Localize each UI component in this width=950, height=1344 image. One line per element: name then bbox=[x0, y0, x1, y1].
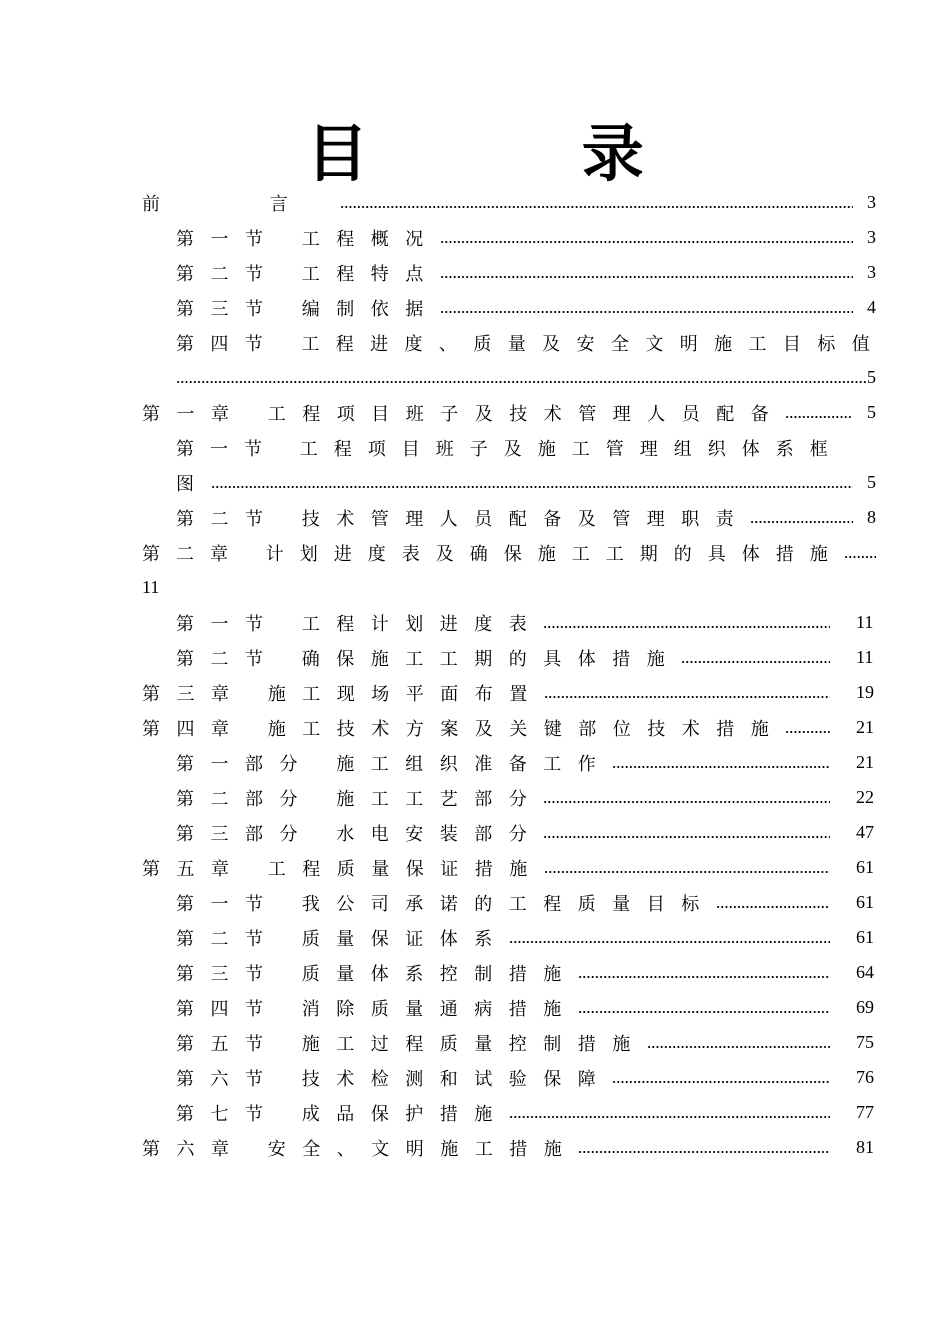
leader-dots bbox=[176, 381, 867, 383]
leader-dots bbox=[543, 836, 830, 838]
toc-entry-label: 第二节 技术管理人员配备及管理职责 bbox=[176, 508, 751, 530]
toc-entry-label: 第三章 施工现场平面布置 bbox=[142, 683, 544, 705]
toc-entry-page: 11 bbox=[856, 647, 874, 667]
leader-dots bbox=[612, 1081, 830, 1083]
toc-entry[interactable] bbox=[142, 990, 876, 1025]
toc-entry-label: 第六章 安全、文明施工措施 bbox=[142, 1138, 579, 1160]
leader-dots bbox=[543, 626, 830, 628]
toc-entry-page: 8 bbox=[867, 507, 876, 527]
table-of-contents bbox=[142, 185, 887, 1165]
toc-entry-label: 第三节 编制依据 bbox=[176, 298, 440, 320]
toc-entry-label: 第四章 施工技术方案及关键部位技术措施 bbox=[142, 718, 786, 740]
leader-dots bbox=[544, 871, 830, 873]
toc-entry-page: 11 bbox=[856, 612, 874, 632]
toc-entry[interactable] bbox=[142, 640, 876, 675]
toc-entry-page: 77 bbox=[856, 1102, 874, 1122]
toc-entry-label: 第五章 工程质量保证措施 bbox=[142, 858, 544, 880]
toc-entry[interactable] bbox=[142, 1130, 876, 1165]
leader-dots bbox=[750, 521, 853, 523]
toc-entry-label: 前 言 bbox=[142, 193, 340, 215]
toc-entry-label: 第六节 技术检测和试验保障 bbox=[176, 1068, 613, 1090]
leader-dots bbox=[578, 976, 830, 978]
leader-dots bbox=[509, 941, 830, 943]
toc-entry[interactable] bbox=[142, 500, 876, 535]
toc-entry-label: 第五节 施工过程质量控制措施 bbox=[176, 1033, 647, 1055]
toc-entry-page: 47 bbox=[856, 822, 874, 842]
toc-entry-page: 4 bbox=[867, 297, 876, 317]
toc-entry[interactable] bbox=[142, 185, 876, 220]
toc-entry-label: 第二节 确保施工工期的具体措施 bbox=[176, 648, 682, 670]
toc-entry-page: 5 bbox=[867, 472, 876, 492]
toc-entry[interactable] bbox=[142, 920, 876, 955]
leader-dots bbox=[716, 906, 830, 908]
leader-dots bbox=[440, 276, 853, 278]
toc-entry-label: 第二章 计划进度表及确保施工工期的具体措施 bbox=[142, 543, 844, 565]
toc-entry-page: 75 bbox=[856, 1032, 874, 1052]
toc-entry-page: 21 bbox=[856, 717, 874, 737]
toc-entry[interactable] bbox=[142, 605, 876, 640]
leader-dots bbox=[647, 1046, 830, 1048]
toc-entry-continuation[interactable] bbox=[142, 570, 876, 605]
leader-dots bbox=[785, 416, 853, 418]
toc-entry[interactable] bbox=[142, 1025, 876, 1060]
toc-entry-page: 3 bbox=[867, 227, 876, 247]
toc-entry-page: 19 bbox=[856, 682, 874, 702]
toc-entry-page: 61 bbox=[856, 857, 874, 877]
toc-entry[interactable] bbox=[142, 815, 876, 850]
toc-entry-page: 76 bbox=[856, 1067, 874, 1087]
toc-entry[interactable] bbox=[142, 675, 876, 710]
toc-entry-label: 第一章 工程项目班子及技术管理人员配备 bbox=[142, 403, 786, 425]
toc-entry-page: 61 bbox=[856, 927, 874, 947]
toc-entry-label: 第一节 工程计划进度表 bbox=[176, 613, 544, 635]
leader-dots bbox=[785, 731, 830, 733]
toc-entry-page: 5 bbox=[867, 402, 876, 422]
leader-dots bbox=[844, 556, 876, 558]
toc-entry[interactable] bbox=[142, 255, 876, 290]
toc-entry-label: 第一节 工程项目班子及施工管理组织体系框 bbox=[176, 438, 844, 460]
leader-dots bbox=[578, 1011, 830, 1013]
toc-entry[interactable] bbox=[142, 1095, 876, 1130]
toc-entry[interactable] bbox=[142, 325, 887, 360]
toc-entry[interactable] bbox=[142, 850, 876, 885]
toc-entry[interactable] bbox=[142, 955, 876, 990]
toc-entry-page: 69 bbox=[856, 997, 874, 1017]
leader-dots bbox=[681, 661, 830, 663]
toc-entry-label: 第一部分 施工组织准备工作 bbox=[176, 753, 613, 775]
page-title: 目 录 bbox=[306, 117, 740, 190]
leader-dots bbox=[211, 486, 854, 488]
toc-entry-label: 第一节 我公司承诺的工程质量目标 bbox=[176, 893, 716, 915]
leader-dots bbox=[578, 1151, 830, 1153]
toc-entry-page: 3 bbox=[867, 262, 876, 282]
leader-dots bbox=[440, 311, 853, 313]
toc-entry[interactable] bbox=[142, 220, 876, 255]
toc-entry-label: 第二部分 施工工艺部分 bbox=[176, 788, 544, 810]
toc-entry-continuation[interactable] bbox=[142, 360, 876, 395]
toc-entry[interactable] bbox=[142, 395, 876, 430]
toc-entry-label: 第七节 成品保护措施 bbox=[176, 1103, 509, 1125]
toc-entry-label: 第一节 工程概况 bbox=[176, 228, 440, 250]
toc-entry-label: 第四节 消除质量通病措施 bbox=[176, 998, 578, 1020]
toc-entry-page: 61 bbox=[856, 892, 874, 912]
leader-dots bbox=[440, 241, 853, 243]
leader-dots bbox=[509, 1116, 830, 1118]
toc-entry[interactable] bbox=[142, 780, 876, 815]
toc-entry-label: 第三节 质量体系控制措施 bbox=[176, 963, 578, 985]
toc-entry-label-cont: 图 bbox=[176, 473, 211, 495]
toc-entry[interactable] bbox=[142, 745, 876, 780]
toc-entry-page: 3 bbox=[867, 192, 876, 212]
toc-entry[interactable] bbox=[142, 535, 876, 570]
toc-entry[interactable] bbox=[142, 290, 876, 325]
leader-dots bbox=[612, 766, 830, 768]
toc-entry-label: 第三部分 水电安装部分 bbox=[176, 823, 544, 845]
toc-entry-continuation[interactable] bbox=[142, 465, 876, 500]
toc-entry-page: 21 bbox=[856, 752, 874, 772]
toc-entry-label: 第二节 工程特点 bbox=[176, 263, 440, 285]
toc-entry-page: 11 bbox=[142, 577, 160, 597]
leader-dots bbox=[544, 696, 830, 698]
toc-entry-page: 81 bbox=[856, 1137, 874, 1157]
toc-entry[interactable] bbox=[142, 885, 876, 920]
toc-entry[interactable] bbox=[142, 710, 876, 745]
toc-entry-page: 5 bbox=[867, 367, 876, 387]
leader-dots bbox=[340, 206, 853, 208]
toc-entry[interactable] bbox=[142, 430, 876, 465]
leader-dots bbox=[543, 801, 830, 803]
toc-entry-label: 第四节 工程进度、质量及安全文明施工目标值 bbox=[176, 333, 887, 355]
toc-entry[interactable] bbox=[142, 1060, 876, 1095]
toc-entry-label: 第二节 质量保证体系 bbox=[176, 928, 509, 950]
toc-entry-page: 22 bbox=[856, 787, 874, 807]
toc-entry-page: 64 bbox=[856, 962, 874, 982]
